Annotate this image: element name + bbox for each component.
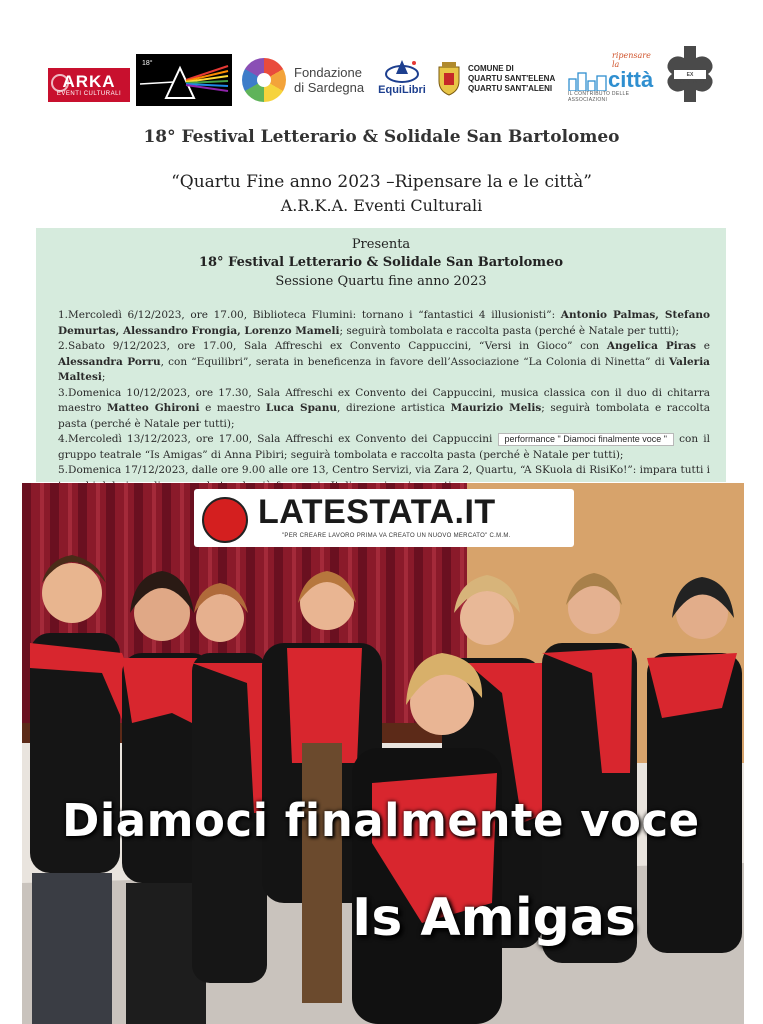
show-title-overlay: Diamoci finalmente voce [62, 794, 700, 847]
comune-line2: QUARTU SANT'ELENA [468, 74, 556, 83]
latestata-logo-icon [202, 497, 248, 543]
event-item-4: 4.Mercoledì 13/12/2023, ore 17.00, Sala Affreschi ex Convento dei Cappuccini performance " Diamoci finalmente voce " con il gruppo teatrale “Is Amigas” di Anna Pibiri; seguirà tombolata e raccolta pasta (perché è Natale per tutti); [58, 433, 710, 461]
performance-highlight: performance " Diamoci finalmente voce " [498, 433, 674, 446]
arka-logo-sub: EVENTI CULTURALI [56, 91, 122, 97]
group-name-overlay: Is Amigas [352, 888, 636, 948]
program-panel [36, 228, 726, 482]
event-item-1: 1.Mercoledì 6/12/2023, ore 17.00, Biblioteca Flumini: tornano i “fantastici 4 illusionisti”: Antonio Palmas, Stefano Demurtas, Alessandro Frongia, Lorenzo Mameli; seguirà tombolata e raccolta pasta (perché è Natale per tutti); [58, 309, 711, 337]
equilibri-logo [370, 50, 434, 104]
equilibri-logo-name: EquiLibri [378, 84, 426, 96]
comune-line3: QUARTU SANT'ALENI [468, 84, 553, 93]
event-item-5: 5.Domenica 17/12/2023, dalle ore 9.00 alle ore 13, Centro Servizi, via Zara 2, Quartu, “A SKuola di RisiKo!”: impara tutti i [58, 464, 710, 476]
skyline-icon [568, 69, 608, 91]
event-item-3: 3.Domenica 10/12/2023, ore 17.30, Sala Affreschi ex Convento dei Cappuccini, musica classica con il duo di chitarra maestro Matteo Ghironi e maestro Luca Spanu, direzione artistica Maurizio Melis; seguirà tombolata e raccolta pasta (perché è Natale per tutti); [58, 386, 710, 430]
prism-logo-number: 18° [142, 60, 153, 67]
comune-quartu-logo [436, 56, 566, 102]
color-wheel-icon [242, 58, 286, 102]
citta-sub: IL CONTRIBUTO DELLE ASSOCIAZIONI [568, 91, 630, 103]
arka-logo [48, 68, 130, 102]
arka-logo-name: ARKA [62, 72, 116, 91]
fondazione-line2: di Sardegna [294, 80, 365, 95]
event-list [58, 308, 710, 494]
comune-line1: COMUNE DI [468, 64, 514, 73]
panel-festival-title: 18° Festival Letterario & Solidale San Bartolomeo [198, 255, 564, 270]
ex-convento-logo [662, 44, 718, 106]
fondazione-sardegna-logo [242, 56, 372, 104]
citta-word: città [608, 67, 654, 92]
ripensare-citta-logo [568, 52, 660, 102]
equilibri-emblem-icon [383, 58, 421, 84]
latestata-slogan: "PER CREARE LAVORO PRIMA VA CREATO UN NUOVO MERCATO" C.M.M. [282, 533, 511, 539]
sponsor-logos [40, 44, 730, 106]
city-crest-icon [436, 61, 462, 97]
organizer-name: A.R.K.A. Eventi Culturali [280, 196, 483, 215]
citta-tagline: ripensare la [612, 51, 651, 69]
event-item-2: 2.Sabato 9/12/2023, ore 17.00, Sala Affreschi ex Convento Cappuccini, “Versi in Gioco” con Angelica Piras e Alessandra Porru, con “Equilibri”, serata in beneficenza in favore dell’Associazione “La Colonia di Ninetta” di Valeria Maltesi; [58, 340, 710, 383]
latestata-banner [194, 489, 574, 547]
festival-title: 18° Festival Letterario & Solidale San Bartolomeo [143, 127, 620, 147]
globe-icon [51, 74, 69, 92]
group-photo [22, 483, 744, 1024]
convento-logo-name: EX CONVENTO [675, 72, 705, 85]
festival-subtitle: “Quartu Fine anno 2023 –Ripensare la e le città” [171, 172, 592, 192]
panel-presenta: Presenta [351, 237, 411, 252]
latestata-brand: LATESTATA.IT [258, 493, 496, 531]
festival-prism-logo [136, 54, 232, 106]
fondazione-line1: Fondazione [294, 65, 362, 80]
panel-session: Sessione Quartu fine anno 2023 [275, 274, 487, 289]
